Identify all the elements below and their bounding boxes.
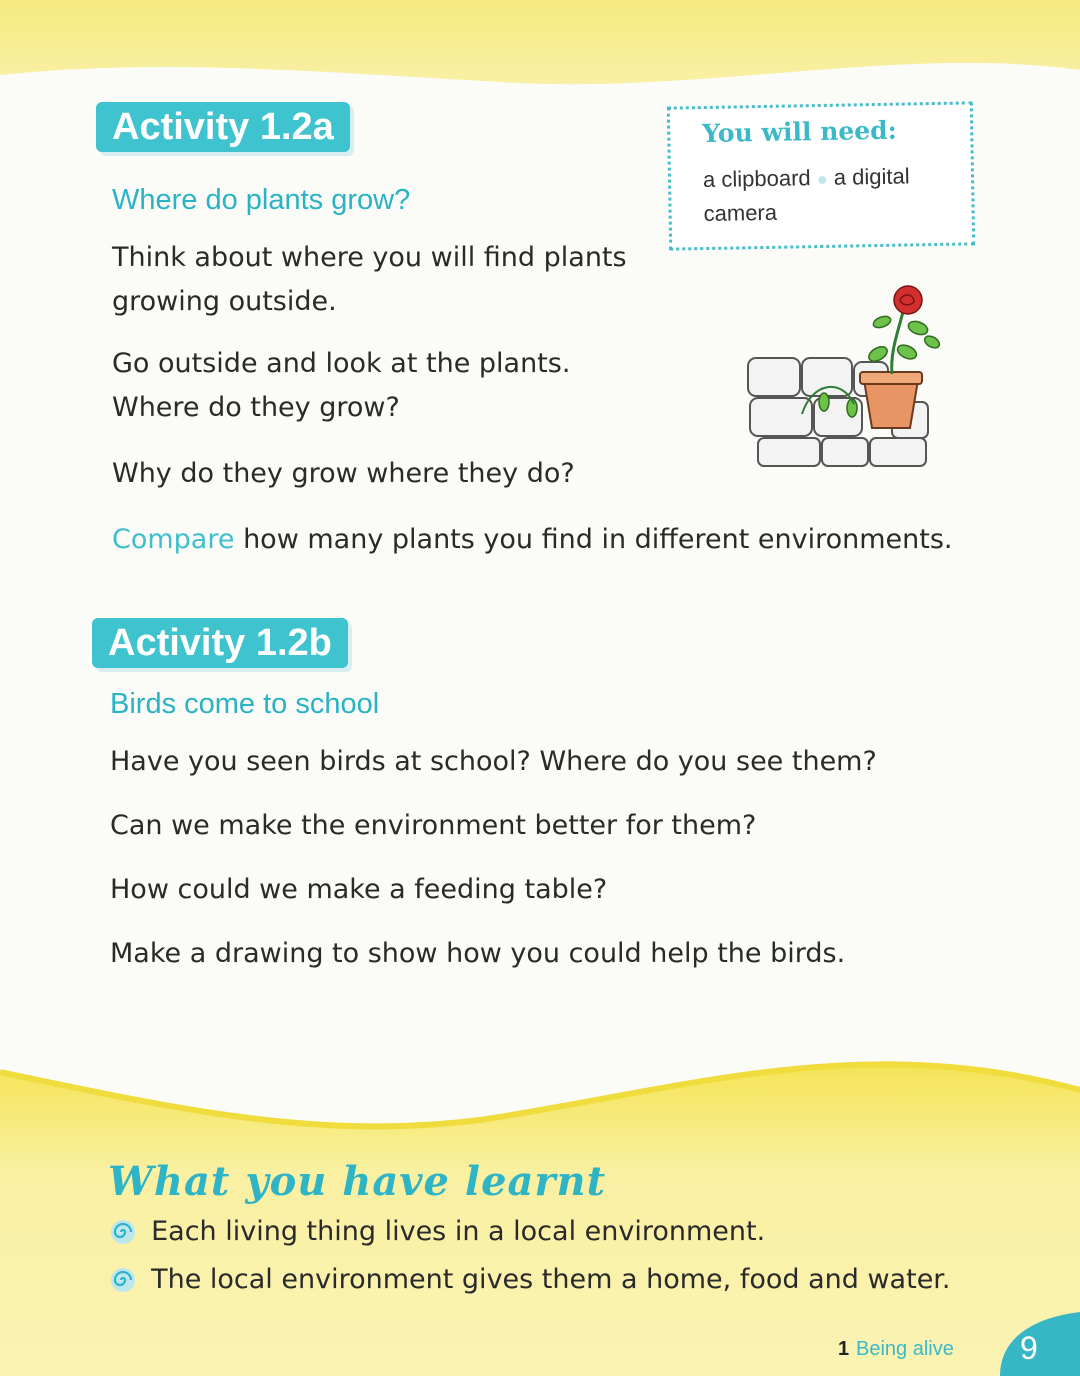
compare-rest: how many plants you find in different environments. [234,524,953,555]
need-item-camera-part2: camera [703,199,778,227]
activity-1-2a-para2-line1: Go outside and look at the plants. [112,348,571,379]
footer-chapter-title: Being alive [856,1338,954,1360]
page-number: 9 [1020,1330,1038,1366]
you-will-need-box [667,101,975,250]
activity-1-2b-question3: How could we make a feeding table? [110,874,608,905]
activity-1-2a-para1-line1: Think about where you will find plants [112,242,627,273]
compare-keyword: Compare [112,524,235,555]
activity-1-2b-question2: Can we make the environment better for them? [110,810,757,841]
learnt-item [108,1264,951,1295]
need-item-clipboard: a clipboard [702,165,811,193]
swirl-bullet-icon [108,1265,138,1295]
activity-1-2a-para3: Why do they grow where they do? [112,458,575,489]
learnt-item-text: The local environment gives them a home, food and water. [151,1264,951,1295]
activity-1-2b-subtitle: Birds come to school [110,688,380,720]
swirl-bullet-icon [108,1217,138,1247]
bullet-separator-icon: ● [816,168,828,190]
rose-pot-wall-illustration [742,282,942,472]
activity-1-2a-para2-line2: Where do they grow? [112,392,400,423]
you-will-need-title: You will need: [701,115,898,149]
activity-1-2a-label: Activity 1.2a [96,102,350,152]
activity-1-2a-compare [112,518,953,562]
what-you-have-learnt-title: What you have learnt [108,1158,607,1205]
learnt-item [108,1216,765,1247]
footer-chapter-number: 1 [838,1338,850,1360]
activity-1-2b-label: Activity 1.2b [92,618,348,668]
activity-1-2b-question1: Have you seen birds at school? Where do you see them? [110,746,877,777]
activity-1-2a-subtitle: Where do plants grow? [112,184,411,216]
learnt-item-text: Each living thing lives in a local environment. [151,1216,766,1247]
activity-1-2a-para1-line2: growing outside. [112,286,337,317]
activity-1-2b-question4: Make a drawing to show how you could help the birds. [110,938,846,969]
you-will-need-line1 [703,163,910,193]
need-item-camera-part1: a digital [833,163,910,190]
